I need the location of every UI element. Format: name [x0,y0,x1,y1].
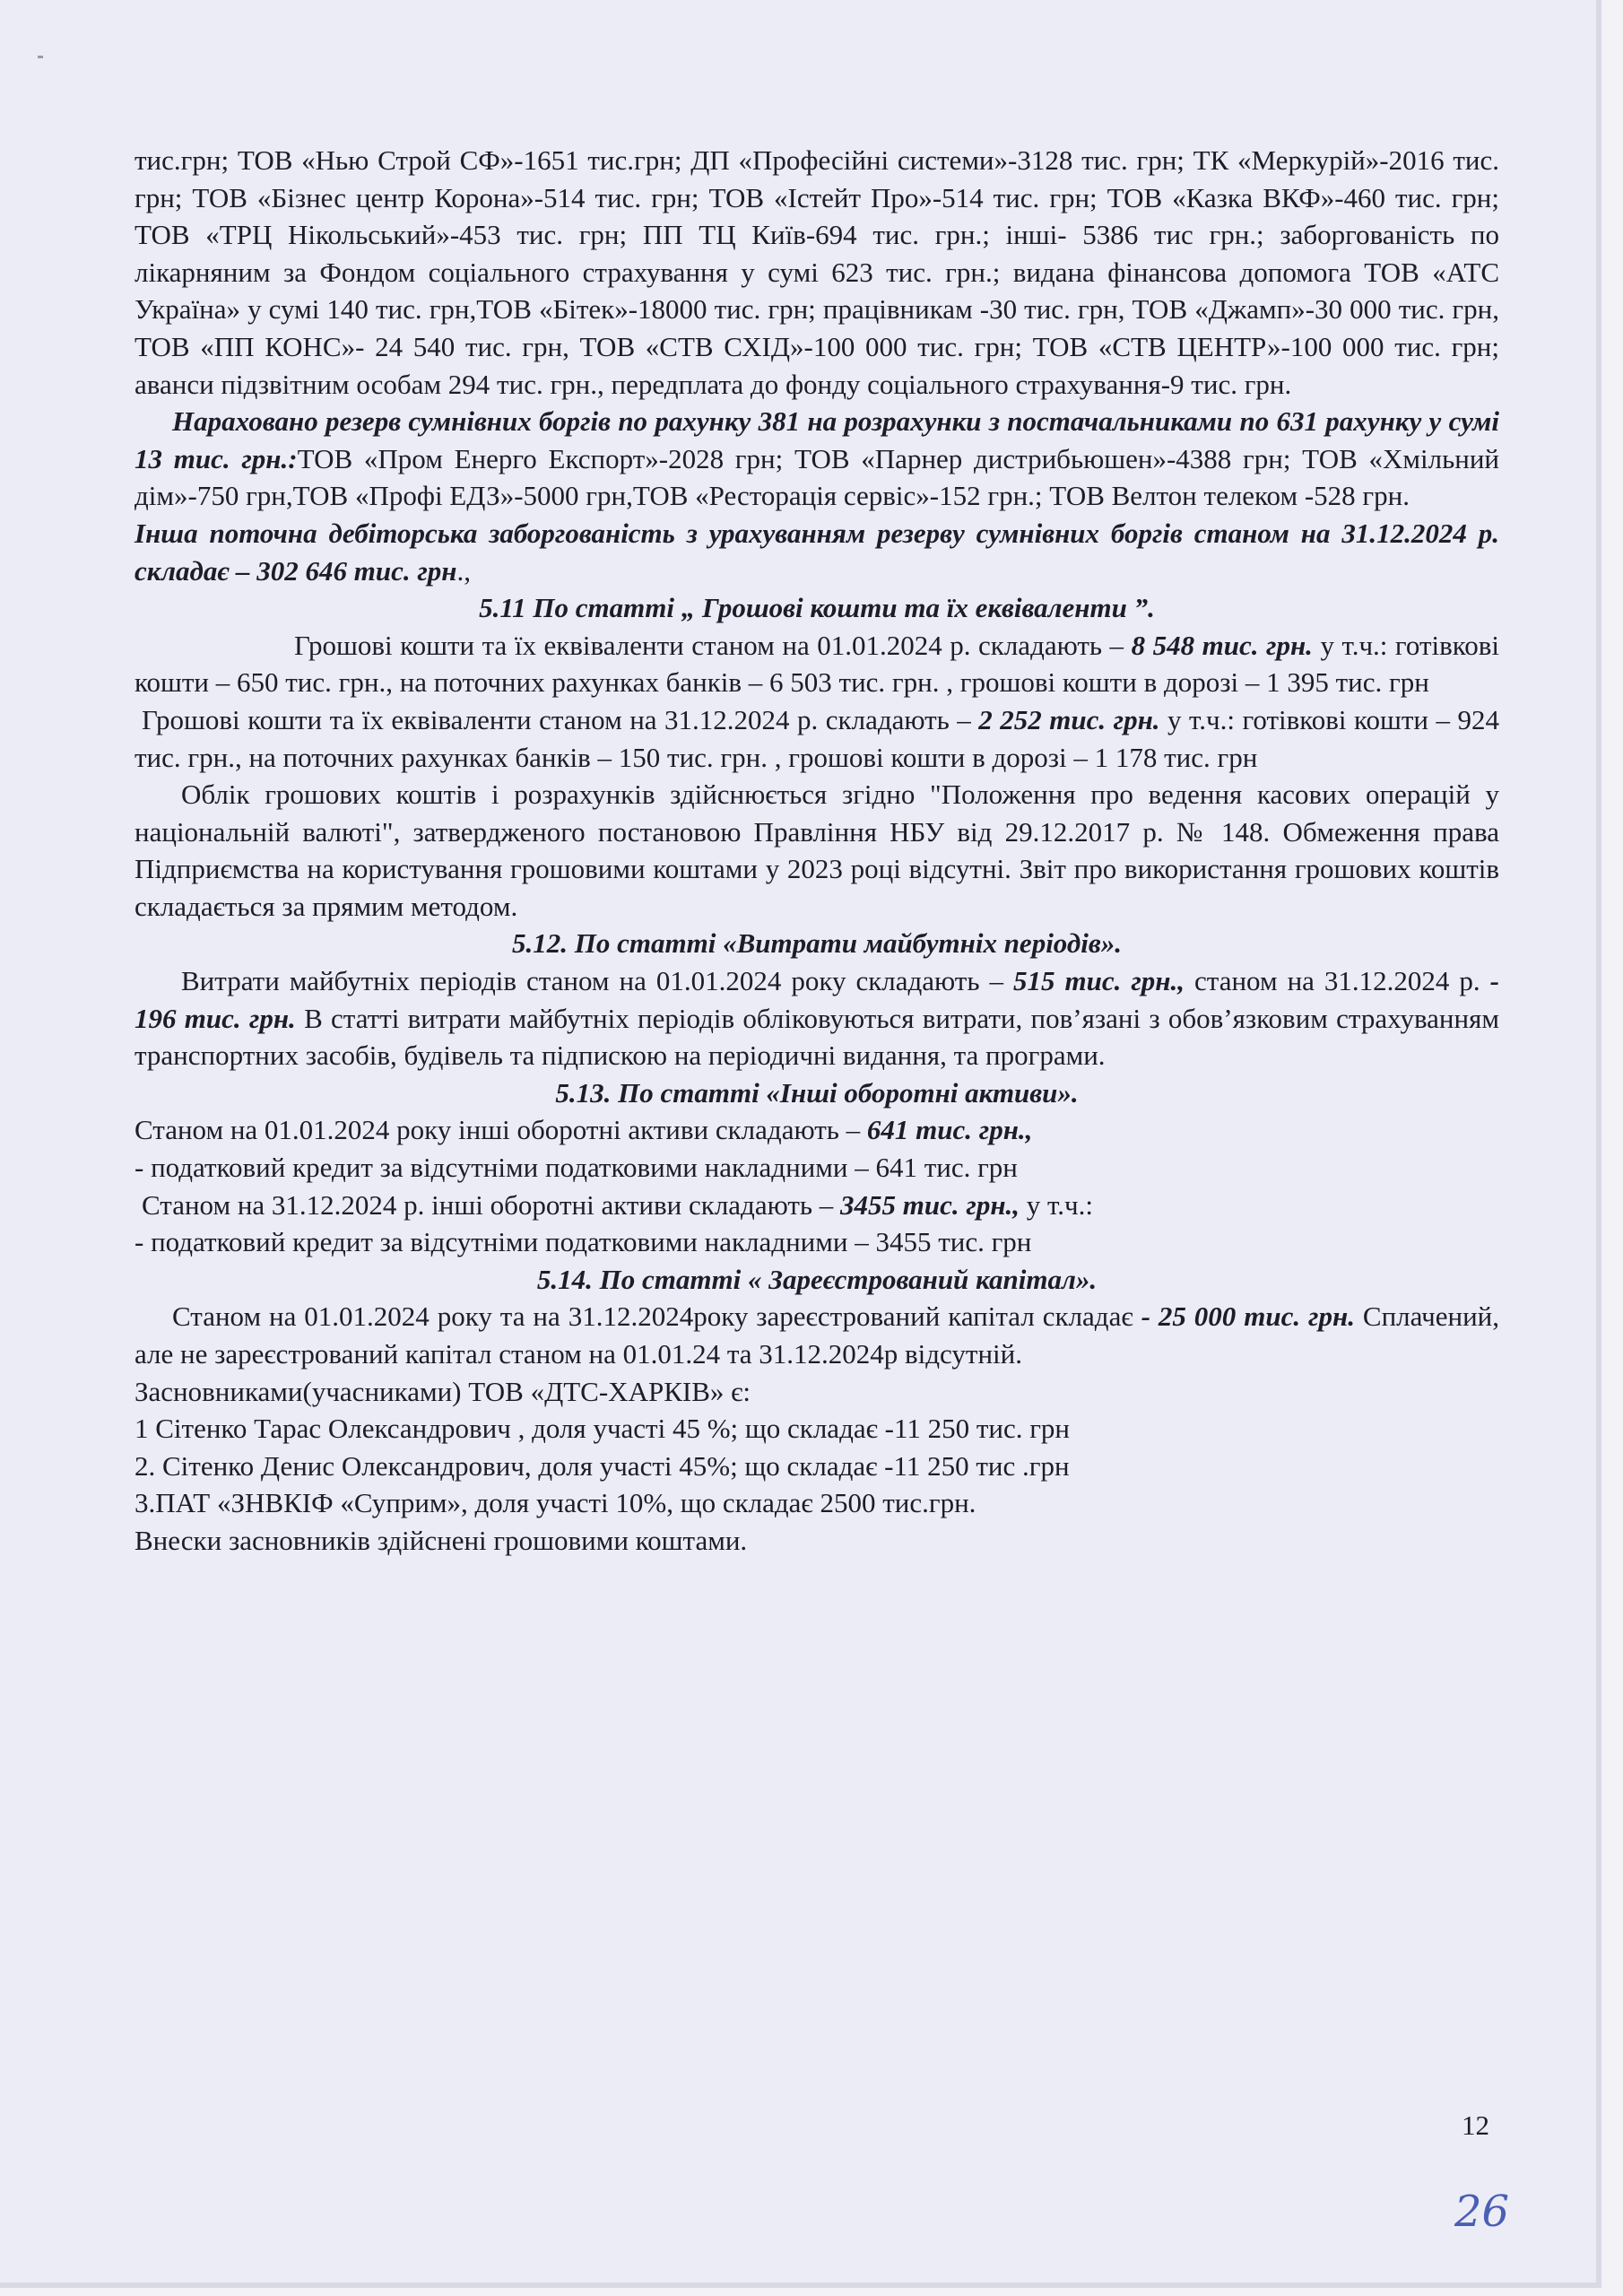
deferred-expenses-detail: В статті витрати майбутніх періодів обліковуються витрати, пов’язані з обов’язковим страхуванням транспортних засобів, будівель та підпискою на періодичні видання, та програми. [135,1002,1499,1072]
deferred-closing-text: станом на 31.12.2024 р. [1185,965,1480,997]
deferred-opening-value: 515 тис. грн., [1013,965,1185,997]
page-number: 12 [1462,2109,1489,2141]
cash-closing-paragraph [135,701,1499,776]
cash-closing-value: 2 252 тис. грн. [978,703,1160,735]
founders-heading-line: Засновниками(учасниками) ТОВ «ДТС-ХАРКІВ» є: [135,1375,751,1407]
section-5-14-heading: 5.14. По статті « Зареєстрований капітал». [536,1263,1098,1295]
registered-capital-value: - 25 000 тис. грн. [1141,1300,1355,1333]
doubtful-debts-lead: Нараховано резерв сумнівних боргів по рахунку 381 на розрахунки з постачальниками по 631 рахунку у сумі 13 тис. грн.: [135,405,1499,474]
doubtful-debts-paragraph [135,403,1499,515]
cash-closing-detail: у т.ч.: готівкові кошти – 924 тис. грн., на поточних рахунках банків – 150 тис. грн. , грошові кошти в дорозі – 1 178 тис. грн [135,703,1499,773]
section-5-12-heading: 5.12. По статті «Витрати майбутніх періодів». [512,927,1122,960]
registered-capital-text: Станом на 01.01.2024 року та на 31.12.2024року зареєстрований капітал складає [172,1300,1133,1333]
cash-opening-value: 8 548 тис. грн. [1131,629,1313,661]
document-body [135,142,1499,1560]
unregistered-capital-text: Сплачений, але не зареєстрований капітал станом на 01.01.24 та 31.12.2024р відсутній. [135,1300,1500,1370]
doubtful-debts-detail: ТОВ «Пром Енерго Експорт»-2028 грн; ТОВ «Парнер дистрибьюшен»-4388 грн; ТОВ «Хмільний дім»-750 грн,ТОВ «Профі ЕДЗ»-5000 грн,ТОВ «Ресторація сервіс»-152 грн.; ТОВ Велтон телеком -528 грн. [135,442,1500,512]
other-receivables-tail: ., [456,554,472,587]
other-receivables-paragraph [135,515,1499,589]
deferred-closing-value: - 196 тис. грн. [135,965,1499,1034]
founder-item: 2. Сітенко Денис Олександрович, доля участі 45%; що складає -11 250 тис .грн [135,1449,1070,1482]
other-assets-closing-line [135,1187,1499,1224]
founder-item: 1 Сітенко Тарас Олександрович , доля участі 45 %; що складає -11 250 тис. грн [135,1413,1071,1445]
cash-opening-paragraph [135,627,1499,701]
cash-accounting-paragraph: Облік грошових коштів і розрахунків здійснюється згідно "Положення про ведення касових операцій у національній валюті", затвердженого постановою Правління НБУ від 29.12.2017 р. № 148. Обмеження права Підприємства на користування грошовими коштами у 2023 році відсутні. Звіт про використання грошових коштів складається за прямим методом. [135,778,1499,922]
other-receivables-total: Інша поточна дебіторська заборгованість з урахуванням резерву сумнівних боргів станом на 31.12.2024 р. складає – 302 646 тис. грн [135,517,1499,587]
other-assets-opening-line [135,1111,1499,1149]
other-assets-opening-text: Станом на 01.01.2024 року інші оборотні активи складають – [135,1114,861,1146]
tax-credit-closing-line: - податковий кредит за відсутніми податковими накладними – 3455 тис. грн [135,1226,1032,1258]
cash-closing-text: Грошові кошти та їх еквіваленти станом на 31.12.2024 р. складають – [142,703,971,735]
receivables-continued-paragraph: тис.грн; ТОВ «Нью Строй СФ»-1651 тис.грн; ДП «Професійні системи»-3128 тис. грн; ТК «Меркурій»-2016 тис. грн; ТОВ «Бізнес центр Корона»-514 тис. грн; ТОВ «Істейт Про»-514 тис. грн; ТОВ «Казка ВКФ»-460 тис. грн; ТОВ «ТРЦ Нікольський»-453 тис. грн; ПП ТЦ Київ-694 тис. грн.; інші- 5386 тис грн.; заборгованість по лікарняним за Фондом соціального страхування у сумі 623 тис. грн.; видана фінансова допомога ТОВ «АТС Україна» у сумі 140 тис. грн,ТОВ «Бітек»-18000 тис. грн; працівникам -30 тис. грн, ТОВ «Джамп»-30 000 тис. грн, ТОВ «ПП КОНС»- 24 540 тис. грн, ТОВ «СТВ СХІД»-100 000 тис. грн; ТОВ «СТВ ЦЕНТР»-100 000 тис. грн; аванси підзвітним особам 294 тис. грн., передплата до фонду соціального страхування-9 тис. грн. [135,144,1499,400]
registered-capital-paragraph [135,1298,1499,1372]
other-assets-closing-value: 3455 тис. грн., [840,1188,1020,1221]
cash-opening-text: Грошові кошти та їх еквіваленти станом на 01.01.2024 р. складають – [294,629,1124,661]
cash-opening-detail: у т.ч.: готівкові кошти – 650 тис. грн., на поточних рахунках банків – 6 503 тис. грн. , грошові кошти в дорозі – 1 395 тис. грн [135,629,1499,699]
other-assets-closing-text: Станом на 31.12.2024 р. інші оборотні активи складають – [142,1188,834,1221]
contributions-line: Внески засновників здійснені грошовими коштами. [135,1524,748,1556]
other-assets-opening-value: 641 тис. грн., [866,1114,1033,1146]
tax-credit-opening-line: - податковий кредит за відсутніми податковими накладними – 641 тис. грн [135,1152,1018,1184]
scan-speck [38,56,43,58]
deferred-expenses-paragraph [135,962,1499,1074]
other-assets-closing-tail: у т.ч.: [1020,1188,1093,1221]
section-5-11-heading: 5.11 По статті „ Грошові кошти та їх еквіваленти ”. [479,592,1155,624]
handwritten-page-number: 26 [1454,2187,1510,2237]
founder-item: 3.ПАТ «ЗНВКІФ «Суприм», доля участі 10%, що складає 2500 тис.грн. [135,1487,976,1519]
section-5-13-heading: 5.13. По статті «Інші оборотні активи». [555,1076,1079,1109]
deferred-expenses-text: Витрати майбутніх періодів станом на 01.01.2024 року складають – [181,965,1003,997]
